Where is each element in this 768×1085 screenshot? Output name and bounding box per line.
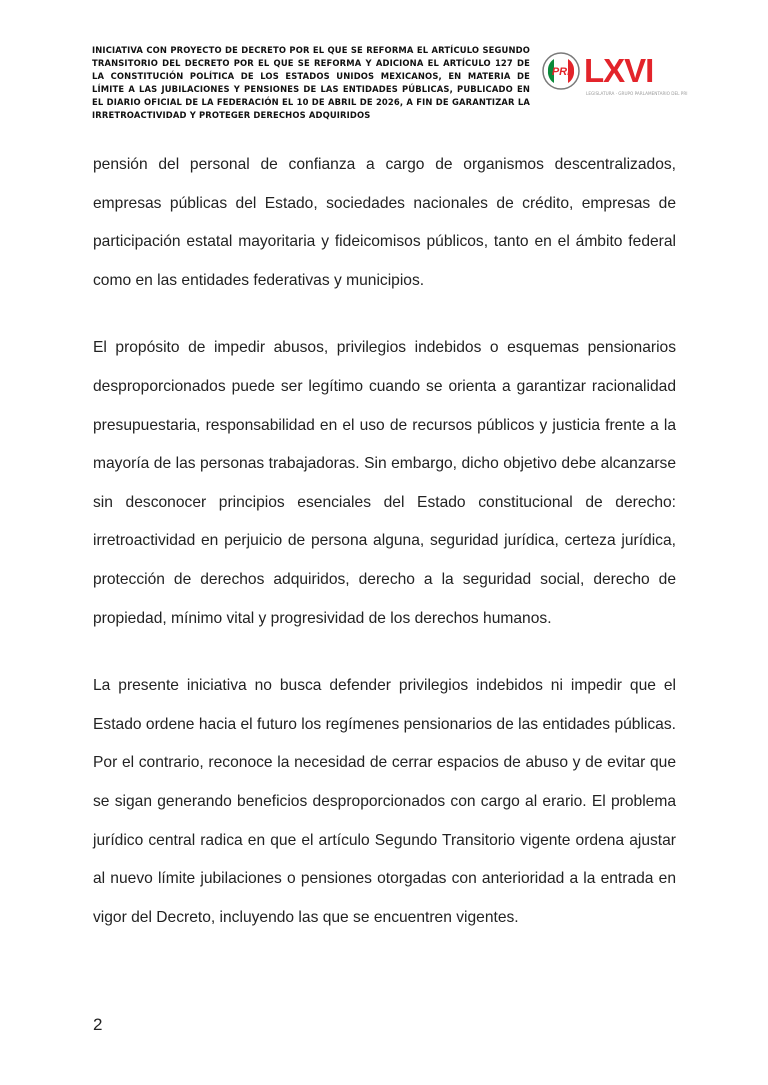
page-number: 2: [93, 1015, 103, 1034]
pri-emblem-icon: [543, 53, 579, 89]
body-paragraph: La presente iniciativa no busca defender privilegios indebidos ni impedir que el Estado ordene hacia el futuro los regímenes pensionarios de las entidades públicas. Por el contrario, reconoce la necesidad de cerrar espacios de abuso y de evitar que se sigan generando beneficios desproporcionados con cargo al erario. El problema jurídico central radica en que el artículo Segundo Transitorio vigente ordena ajustar al nuevo límite jubilaciones o pensiones otorgadas con anterioridad a la entrada en vigor del Decreto, incluyendo las que se encuentren vigentes.: [93, 677, 676, 926]
pri-lxvi-logo: [540, 50, 688, 100]
body-paragraph: El propósito de impedir abusos, privilegios indebidos o esquemas pensionarios desproporcionados puede ser legítimo cuando se orienta a garantizar racionalidad presupuestaria, responsabilidad en el uso de recursos públicos y justicia frente a la mayoría de las personas trabajadoras. Sin embargo, dicho objetivo debe alcanzarse sin desconocer principios esenciales del Estado constitucional de derecho: irretroactividad en perjuicio de persona alguna, seguridad jurídica, certeza jurídica, protección de derechos adquiridos, derecho a la seguridad social, derecho de propiedad, mínimo vital y progresividad de los derechos humanos.: [93, 339, 676, 627]
document-body: [93, 146, 676, 966]
pri-emblem-text: PRI: [551, 66, 571, 78]
logo-tagline: LEGISLATURA · GRUPO PARLAMENTARIO DEL PRI: [586, 91, 688, 96]
body-paragraph: pensión del personal de confianza a cargo de organismos descentralizados, empresas públicas del Estado, sociedades nacionales de crédito, empresas de participación estatal mayoritaria y fideicomisos públicos, tanto en el ámbito federal como en las entidades federativas y municipios.: [93, 156, 676, 289]
document-header-title: INICIATIVA CON PROYECTO DE DECRETO POR EL QUE SE REFORMA EL ARTÍCULO SEGUNDO TRANSITORIO DEL DECRETO POR EL QUE SE REFORMA Y ADICIONA EL ARTÍCULO 127 DE LA CONSTITUCIÓN POLÍTICA DE LOS ESTADOS UNIDOS MEXICANOS, EN MATERIA DE LÍMITE A LAS JUBILACIONES Y PENSIONES DE LAS ENTIDADES PÚBLICAS, PUBLICADO EN EL DIARIO OFICIAL DE LA FEDERACIÓN EL 10 DE ABRIL DE 2026, A FIN DE GARANTIZAR LA IRRETROACTIVIDAD Y PROTEGER DERECHOS ADQUIRIDOS: [92, 45, 530, 121]
legislature-wordmark: LXVI: [584, 52, 654, 89]
